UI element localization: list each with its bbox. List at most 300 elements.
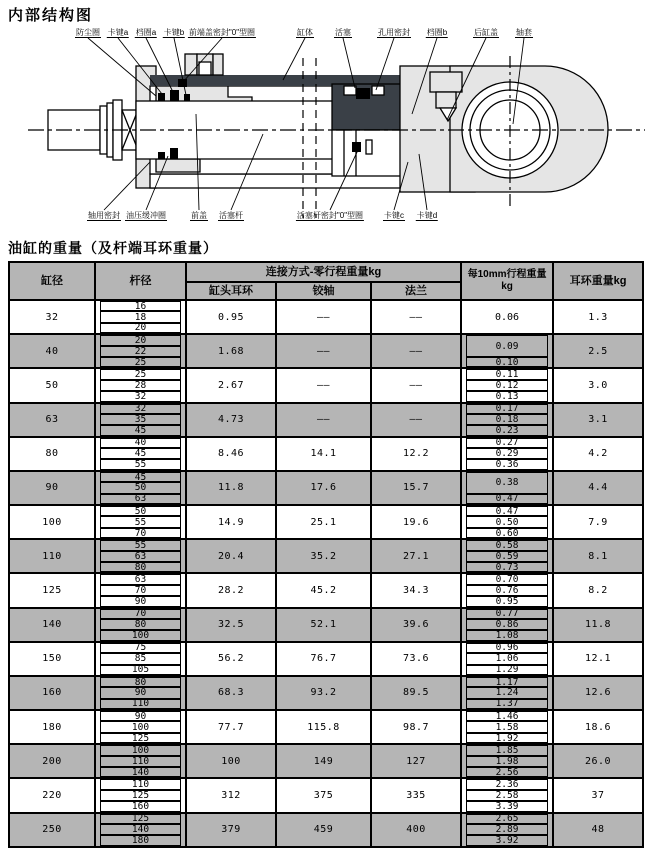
- stroke-weight: [461, 835, 553, 846]
- rod-diameter: [95, 357, 186, 368]
- head-ring-weight: 68.3: [186, 676, 276, 710]
- rod-diameter-value: 50: [100, 506, 181, 516]
- stroke-weight: [461, 448, 553, 459]
- bore-diameter: 125: [9, 573, 95, 607]
- stroke-weight: [461, 721, 553, 732]
- table-row: [9, 334, 643, 345]
- stroke-weight-value: 2.89: [466, 824, 548, 835]
- stroke-weight-value: 0.70: [466, 574, 548, 584]
- stroke-weight-value: 1.58: [466, 721, 548, 732]
- stroke-weight-value: 0.47: [466, 494, 548, 504]
- rod-diameter: [95, 585, 186, 596]
- rod-diameter: [95, 756, 186, 767]
- rod-diameter: [95, 539, 186, 550]
- rod-diameter-value: 125: [100, 814, 181, 824]
- hinge-weight: 76.7: [276, 642, 371, 676]
- rod-diameter: [95, 733, 186, 744]
- rod-diameter-value: 35: [100, 414, 181, 425]
- label-piston-rod: 活塞杆: [219, 211, 243, 220]
- rod-diameter: [95, 596, 186, 607]
- hinge-weight: 35.2: [276, 539, 371, 573]
- rod-diameter-value: 125: [100, 790, 181, 801]
- rod-diameter: [95, 300, 186, 311]
- flange-weight: 19.6: [371, 505, 461, 539]
- rod-diameter-value: 25: [100, 369, 181, 379]
- stroke-weight: [461, 767, 553, 778]
- flange-weight: ——: [371, 403, 461, 437]
- label-bore-seal: 孔用密封: [378, 28, 410, 37]
- stroke-weight: [461, 699, 553, 710]
- weight-table: [8, 261, 644, 848]
- hinge-weight: 459: [276, 813, 371, 847]
- rod-diameter-value: 100: [100, 630, 181, 640]
- rod-diameter-value: 75: [100, 643, 181, 653]
- stroke-weight-value: 2.65: [466, 814, 548, 824]
- table-row: [9, 505, 643, 516]
- bore-diameter: 160: [9, 676, 95, 710]
- rod-diameter-value: 160: [100, 801, 181, 811]
- stroke-weight: [461, 778, 553, 789]
- rod-diameter-value: 70: [100, 609, 181, 619]
- label-front-cover-o-ring: 前端盖密封"0"型圈: [188, 28, 256, 37]
- table-row: [9, 608, 643, 619]
- stroke-weight: [461, 813, 553, 824]
- stroke-weight: [461, 471, 553, 494]
- rod-diameter: [95, 642, 186, 653]
- stroke-weight: [461, 653, 553, 664]
- rod-diameter: [95, 790, 186, 801]
- rod-diameter-value: 180: [100, 835, 181, 845]
- label-retainer-b: 档圈b: [426, 28, 448, 37]
- label-key-a: 卡键a: [107, 28, 129, 37]
- hinge-weight: 115.8: [276, 710, 371, 744]
- rod-diameter-value: 32: [100, 404, 181, 414]
- ring-weight: 18.6: [553, 710, 643, 744]
- stroke-weight-value: 0.50: [466, 516, 548, 527]
- flange-weight: 335: [371, 778, 461, 812]
- flange-weight: 98.7: [371, 710, 461, 744]
- stroke-weight-value: 1.98: [466, 756, 548, 767]
- rod-diameter-value: 20: [100, 335, 181, 345]
- hinge-weight: 45.2: [276, 573, 371, 607]
- rod-diameter: [95, 505, 186, 516]
- stroke-weight: [461, 687, 553, 698]
- bore-diameter: 32: [9, 300, 95, 334]
- rod-diameter-value: 110: [100, 699, 181, 709]
- label-key-b: 卡键b: [163, 28, 185, 37]
- stroke-weight: [461, 710, 553, 721]
- rod-diameter: [95, 425, 186, 436]
- rod-diameter: [95, 437, 186, 448]
- stroke-weight: [461, 562, 553, 573]
- stroke-weight-value: 0.27: [466, 438, 548, 448]
- bore-diameter: 110: [9, 539, 95, 573]
- head-ring-weight: 379: [186, 813, 276, 847]
- rod-diameter: [95, 494, 186, 505]
- rod-diameter-value: 100: [100, 721, 181, 732]
- table-row: [9, 300, 643, 311]
- rod-diameter-value: 32: [100, 391, 181, 401]
- head-ring-weight: 14.9: [186, 505, 276, 539]
- rod-diameter: [95, 619, 186, 630]
- stroke-weight: [461, 437, 553, 448]
- stroke-weight: [461, 414, 553, 425]
- bore-diameter: 250: [9, 813, 95, 847]
- stroke-weight: [461, 733, 553, 744]
- rod-diameter: [95, 676, 186, 687]
- head-ring-weight: 100: [186, 744, 276, 778]
- stroke-weight-value: 1.17: [466, 677, 548, 687]
- table-row: [9, 813, 643, 824]
- stroke-weight: [461, 824, 553, 835]
- stroke-weight: [461, 608, 553, 619]
- ring-weight: 8.1: [553, 539, 643, 573]
- rod-diameter-value: 80: [100, 677, 181, 687]
- flange-weight: 34.3: [371, 573, 461, 607]
- flange-weight: 400: [371, 813, 461, 847]
- stroke-weight: [461, 380, 553, 391]
- diagram-title: 内部结构图: [8, 7, 94, 24]
- stroke-weight-value: 0.12: [466, 380, 548, 391]
- bore-diameter: 63: [9, 403, 95, 437]
- flange-weight: 73.6: [371, 642, 461, 676]
- label-hydraulic-buffer-ring: 油压缓冲圈: [126, 211, 166, 220]
- ring-weight: 7.9: [553, 505, 643, 539]
- flange-weight: 39.6: [371, 608, 461, 642]
- stroke-weight-value: 0.95: [466, 596, 548, 606]
- bore-diameter: 140: [9, 608, 95, 642]
- label-piston: 活塞: [335, 28, 351, 37]
- stroke-weight-value: 0.13: [466, 391, 548, 401]
- rod-diameter: [95, 551, 186, 562]
- stroke-weight-value: 3.92: [466, 835, 548, 845]
- stroke-weight: [461, 391, 553, 402]
- table-row: [9, 437, 643, 448]
- table-row: [9, 710, 643, 721]
- stroke-weight: [461, 573, 553, 584]
- stroke-weight-value: 1.85: [466, 745, 548, 755]
- hinge-weight: 17.6: [276, 471, 371, 505]
- rod-diameter: [95, 835, 186, 846]
- stroke-weight: [461, 642, 553, 653]
- stroke-weight-value: 1.92: [466, 733, 548, 743]
- label-shaft-seal: 轴用密封: [88, 211, 120, 220]
- rod-diameter: [95, 608, 186, 619]
- rod-diameter-value: 22: [100, 346, 181, 357]
- table-row: [9, 573, 643, 584]
- hinge-weight: 149: [276, 744, 371, 778]
- hinge-weight: 375: [276, 778, 371, 812]
- stroke-weight-value: 0.47: [466, 506, 548, 516]
- head-ring-weight: 8.46: [186, 437, 276, 471]
- hinge-weight: 25.1: [276, 505, 371, 539]
- rod-diameter: [95, 801, 186, 812]
- rod-diameter-value: 28: [100, 380, 181, 391]
- ring-weight: 3.1: [553, 403, 643, 437]
- ring-weight: 48: [553, 813, 643, 847]
- header-per10mm: 每10mm行程重量kg: [461, 262, 553, 300]
- rod-diameter: [95, 346, 186, 357]
- table-row: [9, 539, 643, 550]
- head-ring-weight: 11.8: [186, 471, 276, 505]
- bore-diameter: 80: [9, 437, 95, 471]
- table-row: [9, 642, 643, 653]
- rod-diameter-value: 110: [100, 756, 181, 767]
- rod-diameter: [95, 630, 186, 641]
- bore-diameter: 150: [9, 642, 95, 676]
- flange-weight: 12.2: [371, 437, 461, 471]
- flange-weight: 15.7: [371, 471, 461, 505]
- head-ring-weight: 56.2: [186, 642, 276, 676]
- rod-diameter: [95, 813, 186, 824]
- rod-diameter-value: 80: [100, 562, 181, 572]
- ring-weight: 2.5: [553, 334, 643, 368]
- stroke-weight-value: 1.08: [466, 630, 548, 640]
- head-ring-weight: 4.73: [186, 403, 276, 437]
- ring-weight: 37: [553, 778, 643, 812]
- bore-diameter: 40: [9, 334, 95, 368]
- stroke-weight: [461, 357, 553, 368]
- rod-diameter: [95, 699, 186, 710]
- bore-diameter: 100: [9, 505, 95, 539]
- rod-diameter-value: 100: [100, 745, 181, 755]
- rod-diameter-value: 125: [100, 733, 181, 743]
- header-hinge: 铰轴: [276, 282, 371, 300]
- ring-weight: 12.1: [553, 642, 643, 676]
- stroke-weight: [461, 585, 553, 596]
- stroke-weight: [461, 516, 553, 527]
- table-row: [9, 676, 643, 687]
- rod-diameter: [95, 653, 186, 664]
- table-row: [9, 744, 643, 755]
- label-dust-ring: 防尘圈: [76, 28, 100, 37]
- rod-diameter-value: 70: [100, 528, 181, 538]
- rod-diameter-value: 45: [100, 448, 181, 459]
- stroke-weight-value: 1.06: [466, 653, 548, 664]
- ring-weight: 4.4: [553, 471, 643, 505]
- rod-diameter: [95, 311, 186, 322]
- rod-diameter: [95, 448, 186, 459]
- head-ring-weight: 20.4: [186, 539, 276, 573]
- rod-diameter: [95, 414, 186, 425]
- label-retainer-a: 档圈a: [135, 28, 157, 37]
- rod-diameter: [95, 368, 186, 379]
- flange-weight: ——: [371, 368, 461, 402]
- hinge-weight: ——: [276, 300, 371, 334]
- rod-diameter-value: 16: [100, 301, 181, 311]
- stroke-weight: [461, 300, 553, 334]
- stroke-weight-value: 2.36: [466, 779, 548, 789]
- stroke-weight: [461, 505, 553, 516]
- stroke-weight-value: 3.39: [466, 801, 548, 811]
- stroke-weight-value: 0.58: [466, 540, 548, 550]
- cylinder-cross-section: [0, 22, 650, 234]
- rod-diameter: [95, 721, 186, 732]
- bore-diameter: 90: [9, 471, 95, 505]
- hinge-weight: 93.2: [276, 676, 371, 710]
- stroke-weight-value: 0.76: [466, 585, 548, 596]
- rod-diameter: [95, 824, 186, 835]
- table-title: 油缸的重量（及杆端耳环重量）: [8, 240, 218, 256]
- ring-weight: 8.2: [553, 573, 643, 607]
- header-flange: 法兰: [371, 282, 461, 300]
- stroke-weight: [461, 551, 553, 562]
- stroke-weight-value: 0.11: [466, 369, 548, 379]
- stroke-weight-value: 0.77: [466, 609, 548, 619]
- label-front-cover: 前盖: [191, 211, 207, 220]
- ring-weight: 3.0: [553, 368, 643, 402]
- table-row: [9, 778, 643, 789]
- stroke-weight-value: 0.86: [466, 619, 548, 630]
- cylinder-diagram: [0, 22, 650, 234]
- stroke-weight: [461, 630, 553, 641]
- stroke-weight-value: 0.36: [466, 459, 548, 469]
- flange-weight: ——: [371, 300, 461, 334]
- stroke-weight: [461, 790, 553, 801]
- head-ring-weight: 312: [186, 778, 276, 812]
- hinge-weight: 52.1: [276, 608, 371, 642]
- flange-weight: 89.5: [371, 676, 461, 710]
- head-ring-weight: 28.2: [186, 573, 276, 607]
- table-row: [9, 471, 643, 482]
- rod-diameter-value: 45: [100, 425, 181, 435]
- rod-diameter-value: 50: [100, 482, 181, 493]
- rod-diameter-value: 55: [100, 459, 181, 469]
- header-connection-group: 连接方式-零行程重量kg: [186, 262, 461, 282]
- rod-diameter: [95, 334, 186, 345]
- rod-diameter-value: 20: [100, 323, 181, 333]
- rod-diameter: [95, 459, 186, 470]
- stroke-weight: [461, 539, 553, 550]
- ring-weight: 12.6: [553, 676, 643, 710]
- ring-weight: 11.8: [553, 608, 643, 642]
- flange-weight: 127: [371, 744, 461, 778]
- rod-diameter: [95, 528, 186, 539]
- head-ring-weight: 1.68: [186, 334, 276, 368]
- rod-diameter: [95, 687, 186, 698]
- bore-diameter: 50: [9, 368, 95, 402]
- header-rod: 杆径: [95, 262, 186, 300]
- stroke-weight-value: 0.06: [494, 311, 520, 323]
- rod-diameter: [95, 380, 186, 391]
- ring-weight: 4.2: [553, 437, 643, 471]
- hinge-weight: 14.1: [276, 437, 371, 471]
- rod-diameter-value: 70: [100, 585, 181, 596]
- stroke-weight-value: 0.23: [466, 425, 548, 435]
- rod-diameter-value: 90: [100, 687, 181, 698]
- stroke-weight-value: 1.37: [466, 699, 548, 709]
- rod-diameter-value: 80: [100, 619, 181, 630]
- rod-diameter: [95, 710, 186, 721]
- header-ring-weight: 耳环重量kg: [553, 262, 643, 300]
- hinge-weight: ——: [276, 334, 371, 368]
- label-key-c: 卡键c: [384, 211, 404, 220]
- stroke-weight: [461, 459, 553, 470]
- label-piston-rod-o-ring: 活塞杆密封"0"型圈: [296, 211, 364, 220]
- stroke-weight: [461, 494, 553, 505]
- head-ring-weight: 0.95: [186, 300, 276, 334]
- stroke-weight: [461, 744, 553, 755]
- stroke-weight: [461, 334, 553, 357]
- stroke-weight-value: 0.38: [466, 472, 548, 494]
- stroke-weight-value: 0.09: [466, 335, 548, 357]
- stroke-weight-value: 1.46: [466, 711, 548, 721]
- stroke-weight: [461, 756, 553, 767]
- rod-diameter: [95, 744, 186, 755]
- label-rear-cover: 后缸盖: [474, 28, 498, 37]
- bore-diameter: 180: [9, 710, 95, 744]
- stroke-weight-value: 0.96: [466, 643, 548, 653]
- stroke-weight: [461, 368, 553, 379]
- rod-diameter-value: 140: [100, 824, 181, 835]
- ring-weight: 1.3: [553, 300, 643, 334]
- stroke-weight-value: 0.18: [466, 414, 548, 425]
- rod-diameter-value: 140: [100, 767, 181, 777]
- label-shaft-sleeve: 轴套: [516, 28, 532, 37]
- rod-diameter: [95, 778, 186, 789]
- flange-weight: ——: [371, 334, 461, 368]
- head-ring-weight: 32.5: [186, 608, 276, 642]
- stroke-weight-value: 2.56: [466, 767, 548, 777]
- stroke-weight-value: 0.17: [466, 404, 548, 414]
- stroke-weight: [461, 425, 553, 436]
- rod-diameter-value: 18: [100, 311, 181, 322]
- rod-diameter-value: 105: [100, 665, 181, 675]
- rod-diameter: [95, 767, 186, 778]
- stroke-weight-value: 0.59: [466, 551, 548, 562]
- bore-diameter: 220: [9, 778, 95, 812]
- rod-diameter-value: 63: [100, 494, 181, 504]
- ring-weight: 26.0: [553, 744, 643, 778]
- rod-diameter-value: 55: [100, 540, 181, 550]
- rod-diameter: [95, 573, 186, 584]
- hinge-weight: ——: [276, 368, 371, 402]
- header-bore: 缸径: [9, 262, 95, 300]
- rod-diameter: [95, 665, 186, 676]
- table-row: [9, 403, 643, 414]
- rod-diameter-value: 25: [100, 357, 181, 367]
- stroke-weight: [461, 619, 553, 630]
- stroke-weight-value: 2.58: [466, 790, 548, 801]
- stroke-weight: [461, 801, 553, 812]
- stroke-weight: [461, 403, 553, 414]
- rod-diameter-value: 63: [100, 574, 181, 584]
- rod-diameter: [95, 323, 186, 334]
- rod-diameter-value: 90: [100, 596, 181, 606]
- hinge-weight: ——: [276, 403, 371, 437]
- rod-diameter-value: 63: [100, 551, 181, 562]
- header-head-ring: 缸头耳环: [186, 282, 276, 300]
- stroke-weight-value: 0.10: [466, 357, 548, 367]
- rod-diameter: [95, 516, 186, 527]
- head-ring-weight: 77.7: [186, 710, 276, 744]
- stroke-weight-value: 1.24: [466, 687, 548, 698]
- stroke-weight: [461, 596, 553, 607]
- table-row: [9, 368, 643, 379]
- stroke-weight: [461, 676, 553, 687]
- bore-diameter: 200: [9, 744, 95, 778]
- stroke-weight: [461, 665, 553, 676]
- rod-diameter: [95, 471, 186, 482]
- stroke-weight-value: 0.29: [466, 448, 548, 459]
- stroke-weight: [461, 528, 553, 539]
- rod-diameter-value: 85: [100, 653, 181, 664]
- rod-diameter-value: 110: [100, 779, 181, 789]
- label-cylinder-body: 缸体: [297, 28, 313, 37]
- rod-diameter: [95, 391, 186, 402]
- rod-diameter-value: 55: [100, 516, 181, 527]
- head-ring-weight: 2.67: [186, 368, 276, 402]
